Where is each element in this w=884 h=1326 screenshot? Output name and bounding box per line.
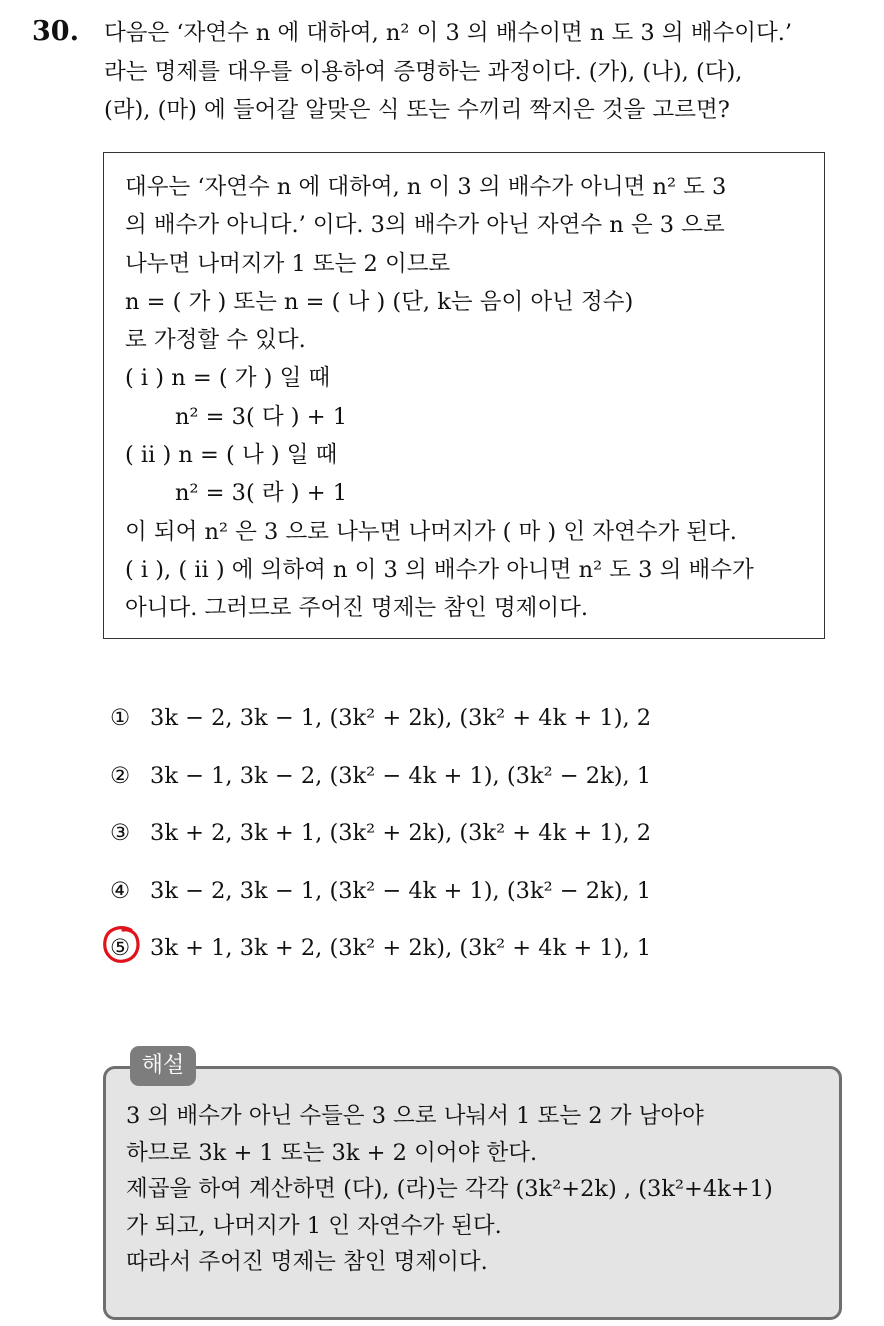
choice-mark: ①: [110, 705, 131, 731]
answer-circle-icon: [101, 924, 143, 966]
proof-line: 이 되어 n² 은 3 으로 나누면 나머지가 ( 마 ) 인 자연수가 된다.: [125, 518, 737, 545]
choice-mark: ③: [110, 820, 131, 847]
choice-text: 3k − 2, 3k − 1, (3k² + 2k), (3k² + 4k + 1), 2: [150, 705, 652, 731]
proof-line: n = ( 가 ) 또는 n = ( 나 ) (단, k는 음이 아닌 정수): [125, 288, 634, 315]
choice-text: 3k − 1, 3k − 2, (3k² − 4k + 1), (3k² − 2k), 1: [150, 762, 652, 789]
proof-line: n² = 3( 라 ) + 1: [175, 480, 348, 507]
explanation-line: 가 되고, 나머지가 1 인 자연수가 된다.: [126, 1212, 502, 1239]
question-line: 다음은 ‘자연수 n 에 대하여, n² 이 3 의 배수이면 n 도 3 의 배수이다.’: [104, 20, 793, 46]
explanation-line: 따라서 주어진 명제는 참인 명제이다.: [126, 1249, 488, 1275]
question-line: 라는 명제를 대우를 이용하여 증명하는 과정이다. (가), (나), (다),: [104, 58, 743, 85]
proof-line: 아니다. 그러므로 주어진 명제는 참인 명제이다.: [125, 595, 589, 622]
choice-4[interactable]: [110, 873, 651, 931]
proof-line: 의 배수가 아니다.’ 이다. 3의 배수가 아닌 자연수 n 은 3 으로: [125, 212, 725, 239]
explanation-tag: 해설: [130, 1046, 196, 1086]
question-text: [104, 14, 864, 130]
choice-mark: ④: [110, 877, 131, 904]
proof-line: 대우는 ‘자연수 n 에 대하여, n 이 3 의 배수가 아니면 n² 도 3: [125, 174, 727, 200]
choice-mark: ⑤: [110, 935, 131, 962]
choice-mark: ②: [110, 762, 131, 789]
choice-text: 3k − 2, 3k − 1, (3k² − 4k + 1), (3k² − 2k), 1: [150, 877, 652, 904]
explanation-text: [126, 1098, 826, 1281]
question-number: 30.: [32, 16, 79, 47]
choice-3[interactable]: [110, 815, 651, 873]
proof-line: ( i ), ( ii ) 에 의하여 n 이 3 의 배수가 아니면 n² 도 3 의 배수가: [125, 556, 754, 583]
explanation-line: 제곱을 하여 계산하면 (다), (라)는 각각 (3k²+2k) , (3k²+4k+1): [126, 1176, 773, 1202]
proof-line: ( i ) n = ( 가 ) 일 때: [125, 365, 331, 392]
proof-line: 로 가정할 수 있다.: [125, 327, 306, 354]
explanation-line: 하므로 3k + 1 또는 3k + 2 이어야 한다.: [126, 1139, 538, 1166]
question-line: (라), (마) 에 들어갈 알맞은 식 또는 수끼리 짝지은 것을 고르면?: [104, 97, 730, 123]
choice-text: 3k + 2, 3k + 1, (3k² + 2k), (3k² + 4k + 1), 2: [150, 820, 652, 847]
proof-line: 나누면 나머지가 1 또는 2 이므로: [125, 250, 451, 277]
proof-text: [125, 168, 815, 628]
explanation-line: 3 의 배수가 아닌 수들은 3 으로 나눠서 1 또는 2 가 남아야: [126, 1103, 704, 1129]
answer-choices: [110, 700, 651, 988]
choice-1[interactable]: [110, 700, 651, 758]
proof-line: n² = 3( 다 ) + 1: [175, 403, 348, 430]
choice-5[interactable]: [110, 930, 651, 988]
choice-text: 3k + 1, 3k + 2, (3k² + 2k), (3k² + 4k + 1), 1: [150, 935, 652, 962]
proof-line: ( ii ) n = ( 나 ) 일 때: [125, 442, 338, 469]
choice-2[interactable]: [110, 758, 651, 816]
